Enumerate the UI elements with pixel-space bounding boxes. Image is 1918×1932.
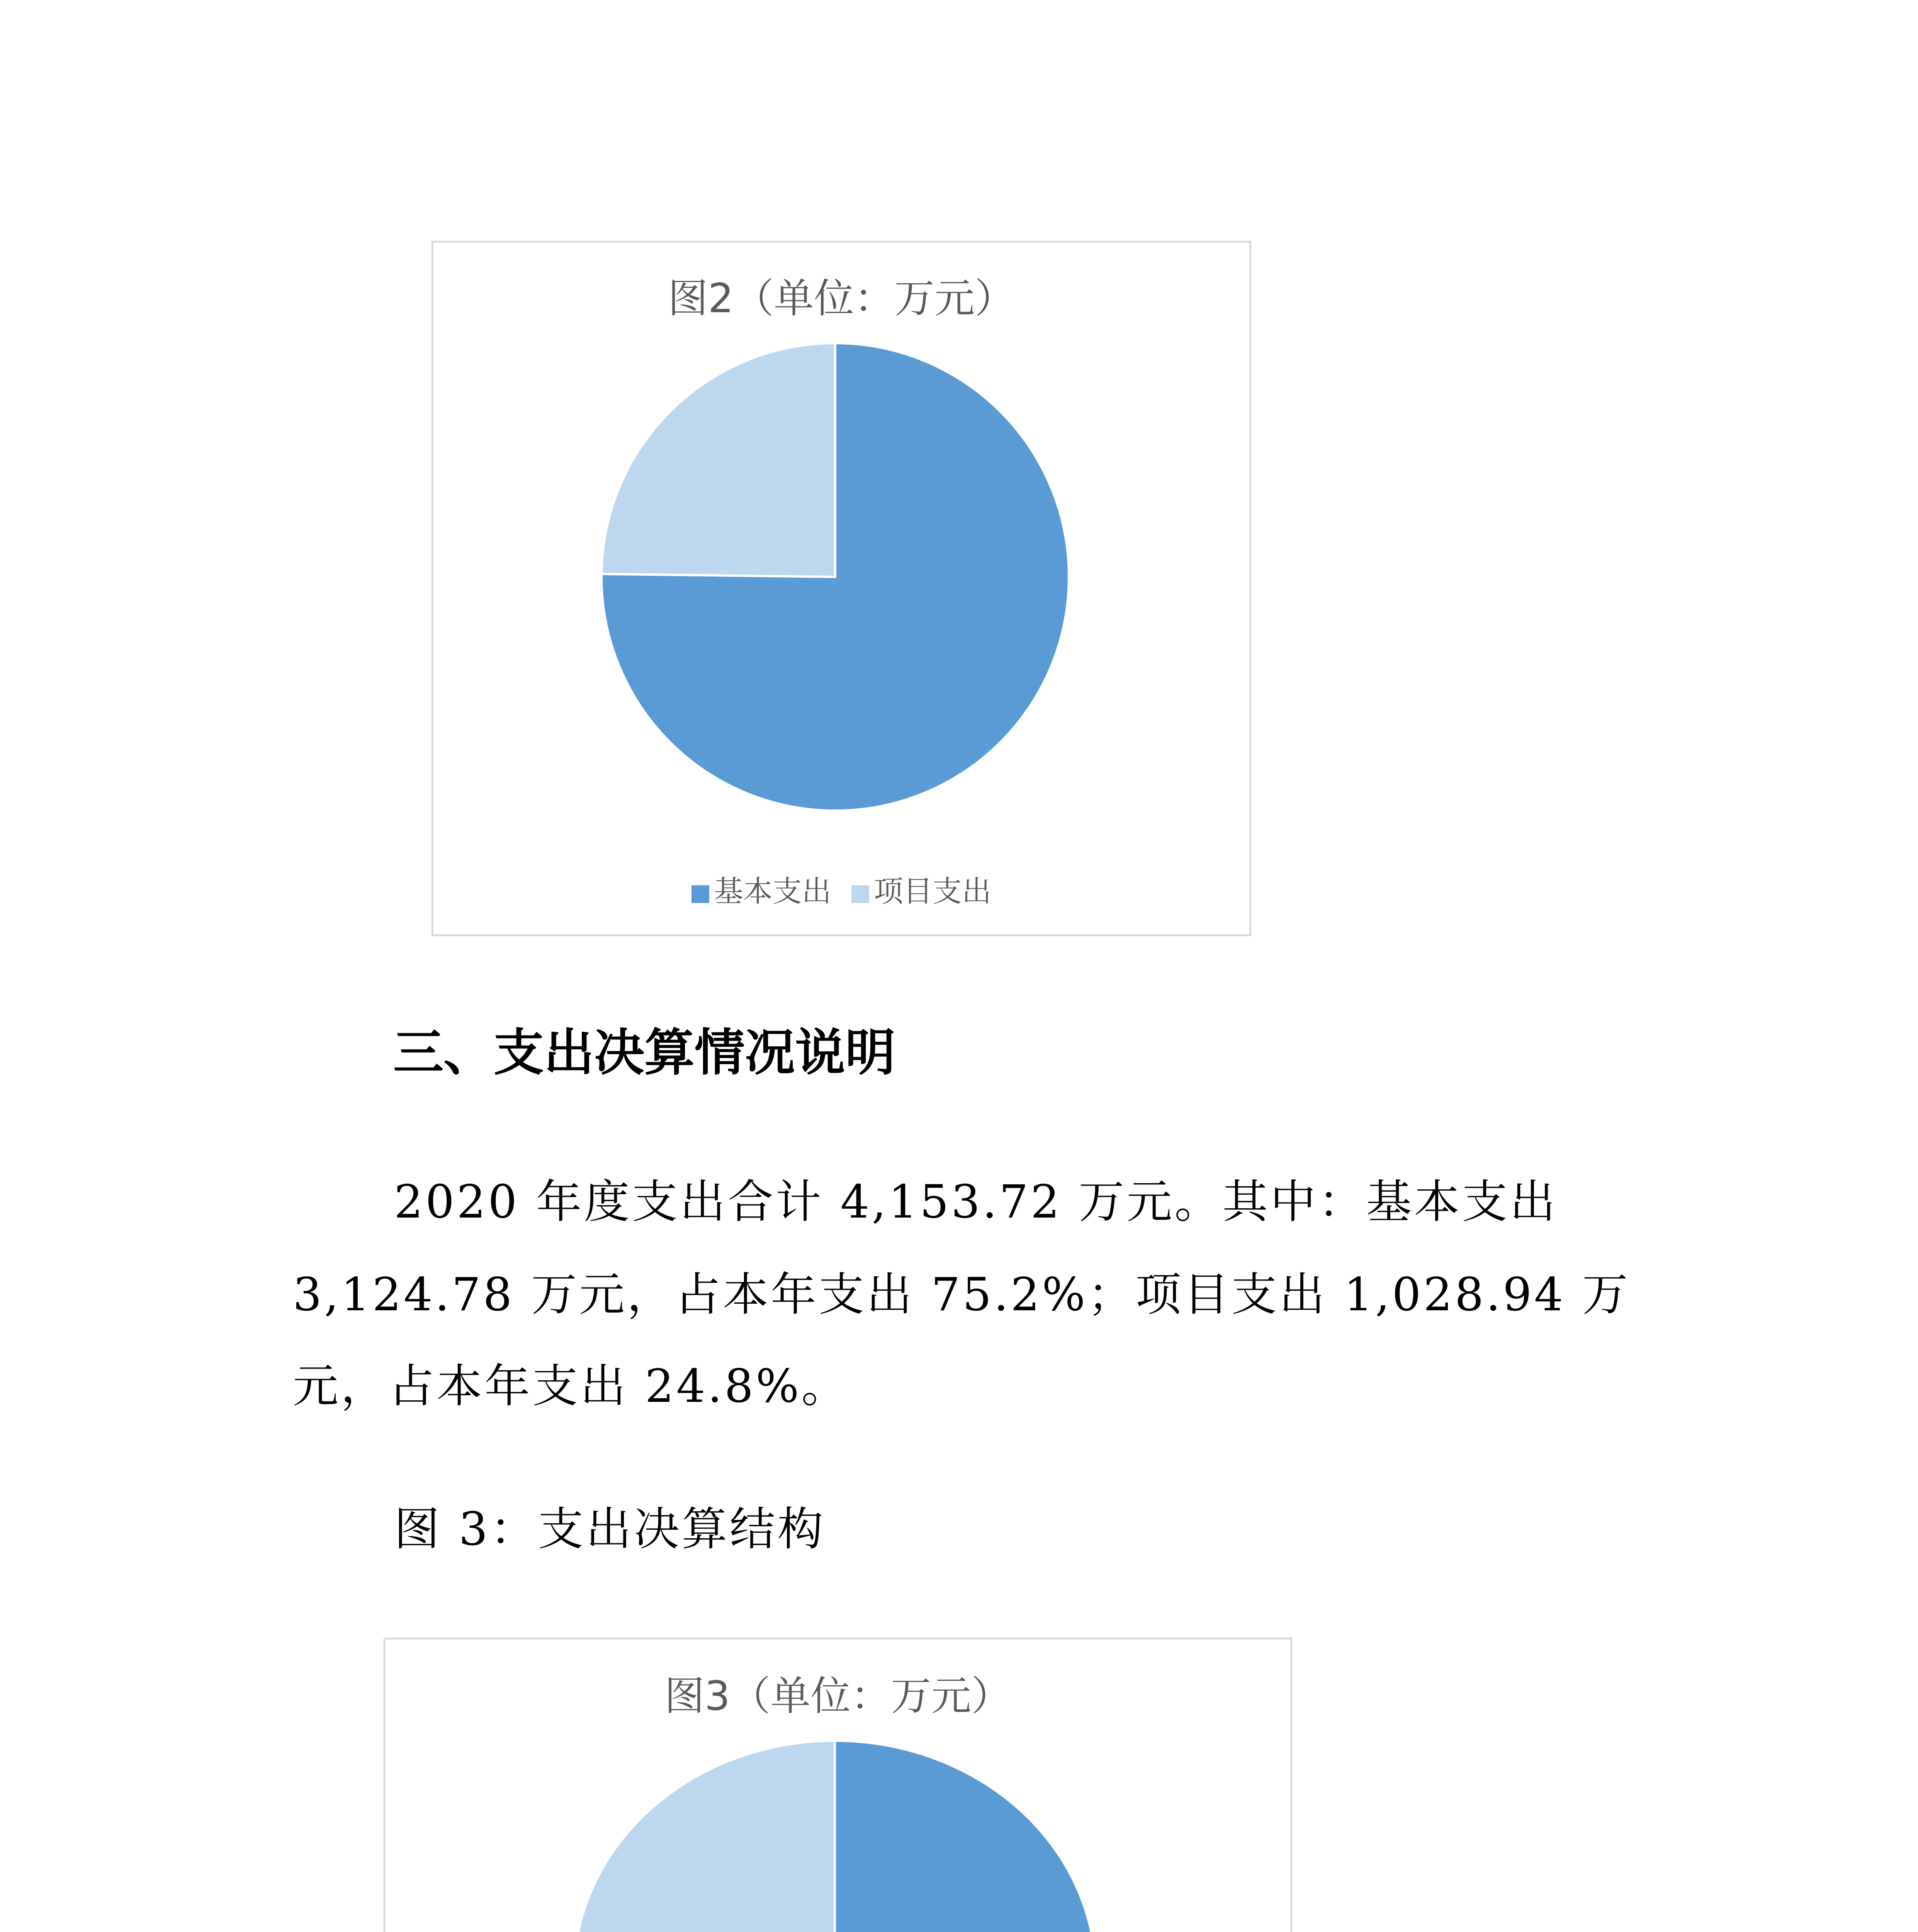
- legend-label-project: 项目支出: [874, 874, 992, 908]
- figure2-title: 图2（单位：万元）: [668, 275, 1015, 322]
- figure2-chart: [432, 241, 1251, 936]
- legend-item-project: [851, 868, 991, 910]
- figure3-caption: 图 3：支出决算结构: [394, 1502, 826, 1556]
- figure2-pie: [598, 339, 1073, 815]
- legend-swatch-project: [851, 885, 869, 903]
- pie-slice-project: [601, 343, 835, 577]
- paragraph-line-3: 元，占本年支出 24.8%。: [293, 1359, 849, 1413]
- legend-item-basic: [691, 868, 831, 910]
- figure3-chart: [384, 1638, 1292, 1932]
- section3-heading: 三、支出决算情况说明: [393, 1023, 896, 1082]
- figure3-pie: [570, 1737, 1099, 1932]
- pie-slice-project: [574, 1741, 835, 1932]
- legend-swatch-basic: [691, 885, 709, 903]
- paragraph-line-1: 2020 年度支出合计 4,153.72 万元。其中：基本支出: [394, 1175, 1558, 1228]
- figure2-legend: [433, 868, 1249, 910]
- paragraph-line-2: 3,124.78 万元，占本年支出 75.2%；项目支出 1,028.94 万: [293, 1268, 1630, 1321]
- legend-label-basic: 基本支出: [714, 874, 831, 908]
- figure3-title: 图3（单位：万元）: [664, 1672, 1012, 1719]
